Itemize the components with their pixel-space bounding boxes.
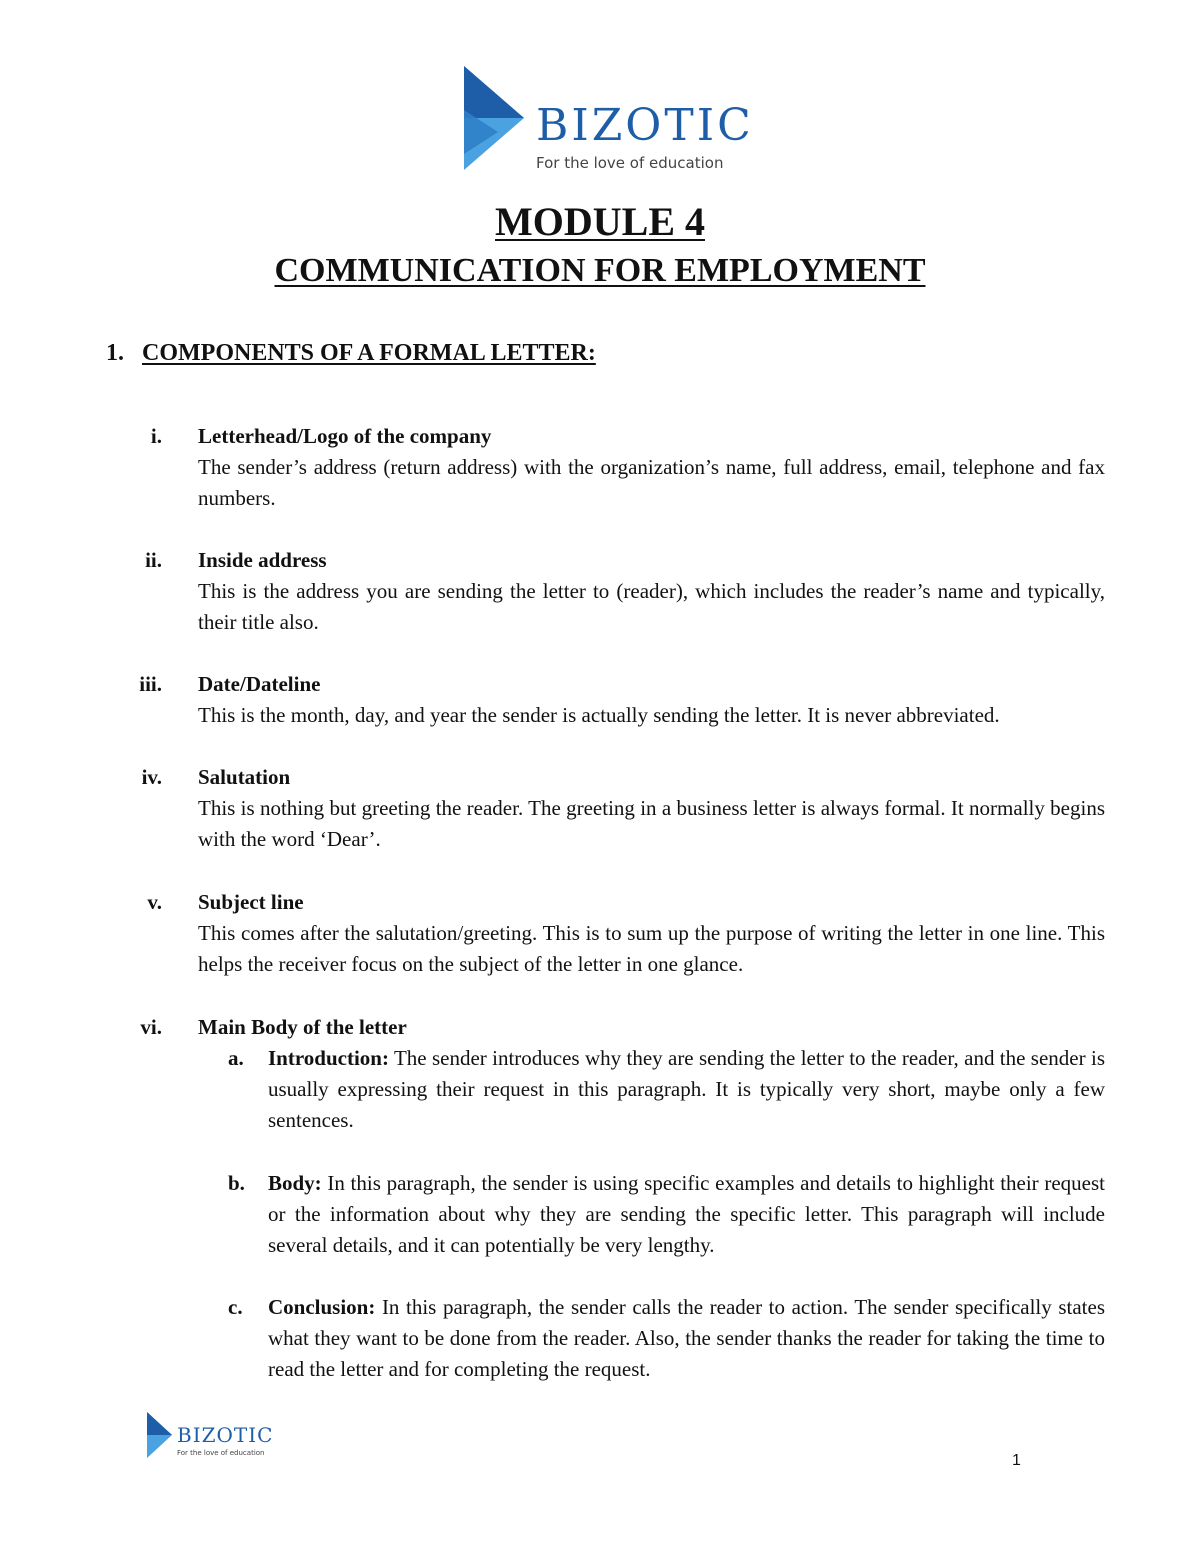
- page-title: MODULE 4: [495, 199, 705, 244]
- list-item-description: This comes after the salutation/greeting. This is to sum up the purpose of writing the letter in one line. This helps the receiver focus on the subject of the letter in one glance.: [198, 921, 1105, 976]
- footer-logo: [144, 1408, 284, 1464]
- list-item-title: Main Body of the letter: [198, 1015, 407, 1039]
- bizotic-footer-logo-graphic: [144, 1408, 284, 1464]
- list-item-numeral: iii.: [139, 672, 162, 696]
- list-item-numeral: iv.: [141, 765, 162, 789]
- list-item-description: The sender’s address (return address) with the organization’s name, full address, email, telephone and fax numbers.: [198, 455, 1105, 510]
- footer-logo-tagline: For the love of education: [177, 1449, 265, 1457]
- sub-list-item-label: Conclusion:: [268, 1295, 376, 1319]
- list-item-title: Subject line: [198, 890, 304, 914]
- footer-logo-brand-text: BIZOTIC: [177, 1423, 274, 1447]
- list-item-title: Date/Dateline: [198, 672, 321, 696]
- logo-brand-text: BIZOTIC: [536, 100, 754, 151]
- list-item-description: This is the month, day, and year the sender is actually sending the letter. It is never abbreviated.: [198, 703, 1000, 727]
- list-item-description: This is nothing but greeting the reader. The greeting in a business letter is always formal. It normally begins with the word ‘Dear’.: [198, 796, 1105, 851]
- sub-list-item-label: Body:: [268, 1171, 322, 1195]
- list-item-title: Salutation: [198, 765, 291, 789]
- sub-list-item-label: Introduction:: [268, 1046, 389, 1070]
- list-item-description: This is the address you are sending the letter to (reader), which includes the reader’s name and typically, their title also.: [198, 579, 1105, 634]
- sub-list-item-letter: c.: [228, 1295, 243, 1319]
- list-item-title: Inside address: [198, 548, 327, 572]
- page-number: 1: [1012, 1452, 1021, 1469]
- list-item-numeral: v.: [147, 890, 162, 914]
- company-logo: [458, 58, 758, 188]
- sub-list-item-text: The sender introduces why they are sending the letter to the reader, and the sender is usually expressing their request in this paragraph. It is typically very short, maybe only a few sentences.: [268, 1046, 1105, 1132]
- bizotic-logo-graphic: [458, 58, 758, 188]
- sub-list-item-letter: b.: [228, 1171, 245, 1195]
- sub-list-item-text: In this paragraph, the sender is using specific examples and details to highlight their request or the information about why they are sending the specific letter. This paragraph will include several details, and it can potentially be very lengthy.: [268, 1171, 1105, 1257]
- section-number: 1.: [106, 340, 124, 366]
- list-item-numeral: i.: [150, 424, 162, 448]
- section-heading: [106, 340, 596, 367]
- page-subtitle: COMMUNICATION FOR EMPLOYMENT: [274, 252, 926, 289]
- logo-tagline: For the love of education: [536, 154, 724, 172]
- sub-list-item-letter: a.: [228, 1046, 244, 1070]
- list-item-title: Letterhead/Logo of the company: [198, 424, 492, 448]
- list-item-numeral: ii.: [145, 548, 162, 572]
- section-heading-text: COMPONENTS OF A FORMAL LETTER:: [142, 340, 596, 366]
- list-item-numeral: vi.: [140, 1015, 162, 1039]
- sub-list-item-text: In this paragraph, the sender calls the reader to action. The sender specifically states what they want to be done from the reader. Also, the sender thanks the reader for taking the time to read the letter and for completing the request.: [268, 1295, 1105, 1381]
